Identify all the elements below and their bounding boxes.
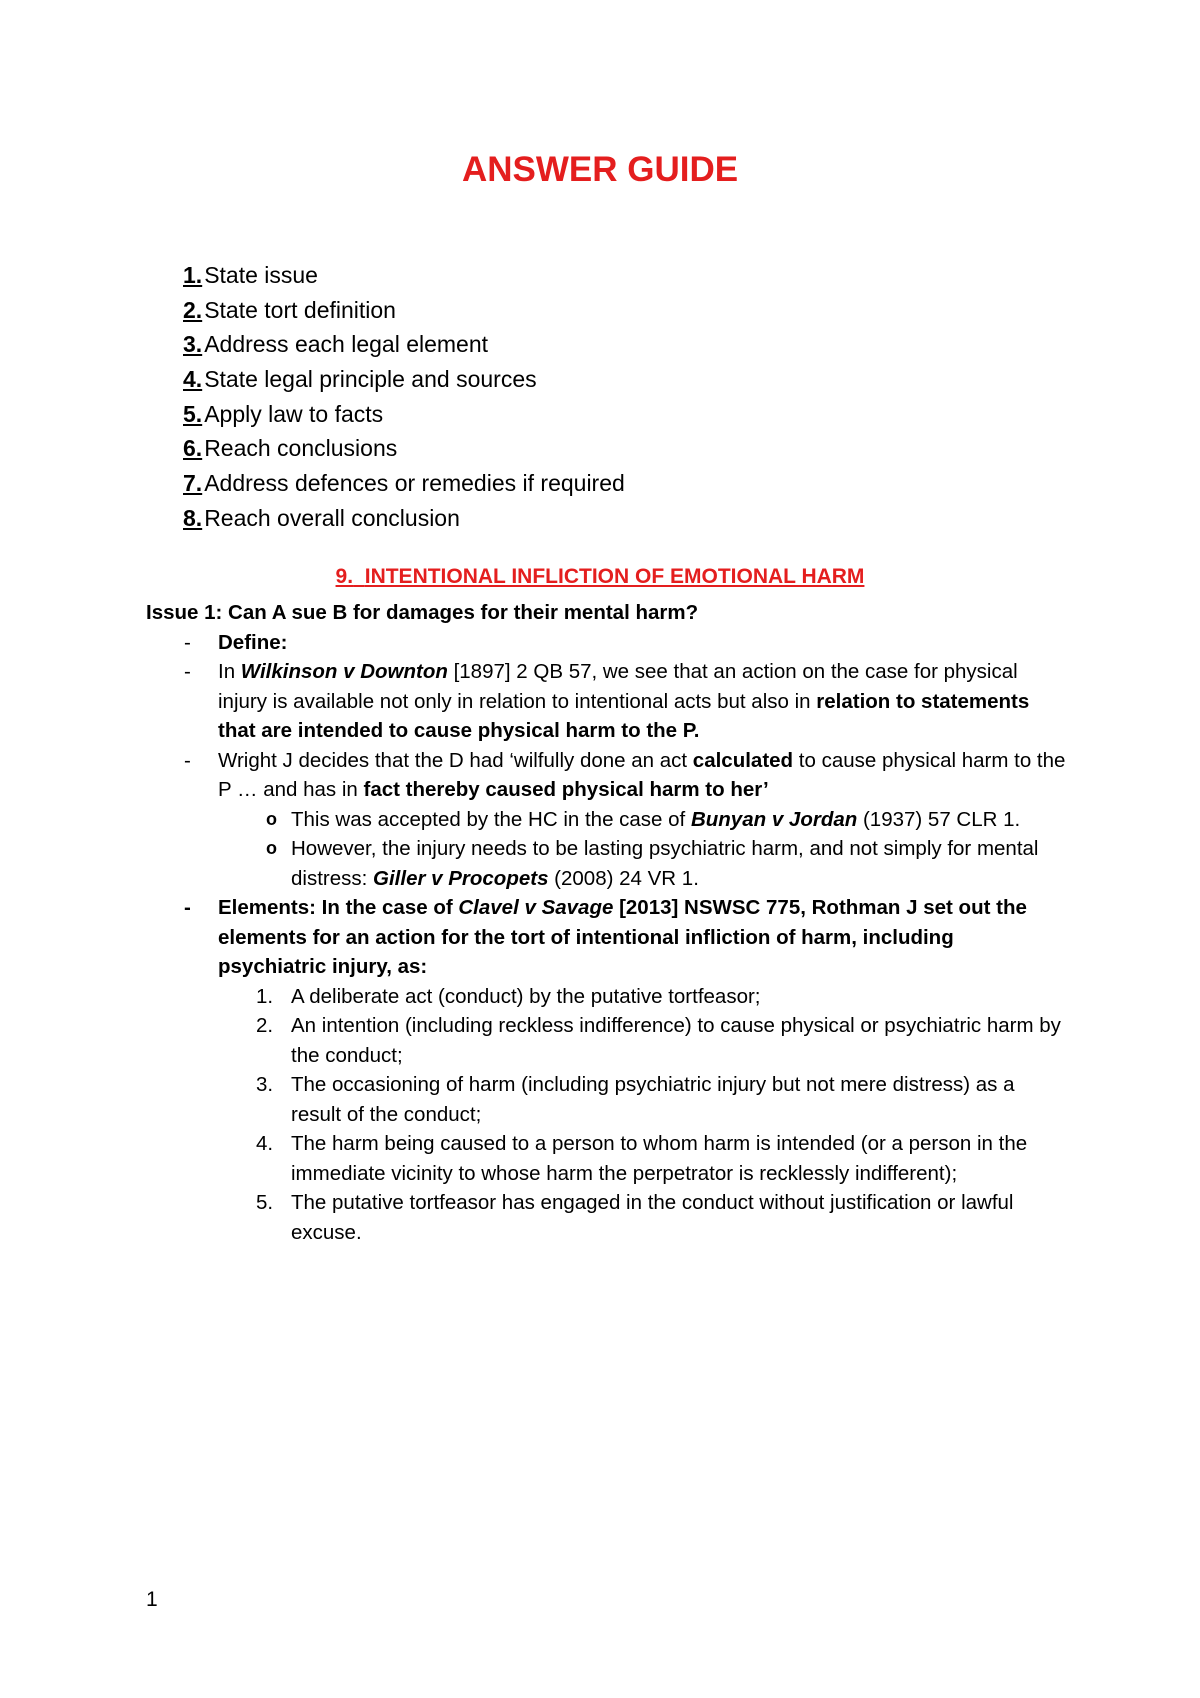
issue-statement: Issue 1: Can A sue B for damages for their mental harm? — [146, 601, 699, 624]
page-title: ANSWER GUIDE — [461, 150, 739, 189]
element-item: 5. The putative tortfeasor has engaged in the conduct without justification or lawful excuse. — [256, 1191, 1014, 1244]
list-item: 3.Address each legal element — [183, 331, 489, 358]
section-heading: 9. INTENTIONAL INFLICTION OF EMOTIONAL HARM — [335, 565, 865, 588]
list-item: 5.Apply law to facts — [183, 400, 384, 427]
element-item: 2. An intention (including reckless indifference) to cause physical or psychiatric harm by the conduct; — [256, 1014, 1061, 1067]
case-citation: Wilkinson v Downton — [240, 660, 448, 683]
list-item: 8.Reach overall conclusion — [183, 504, 460, 531]
element-item: 3. The occasioning of harm (including psychiatric injury but not mere distress) as a result of the conduct; — [256, 1073, 1015, 1126]
element-item: 4. The harm being caused to a person to whom harm is intended (or a person in the immediate vicinity to whose harm the perpetrator is recklessly indifferent); — [256, 1132, 1028, 1185]
case-citation: Clavel v Savage — [458, 896, 614, 919]
list-item: 7.Address defences or remedies if required — [183, 470, 625, 497]
page-number: 1 — [146, 1588, 158, 1611]
wilkinson-item: - In Wilkinson v Downton [1897] 2 QB 57, we see that an action on the case for physical injury is available not only in relation to intentional acts but also in relation to statements that are intended to cause physical harm to the P. — [184, 660, 1030, 742]
list-item: 1.State issue — [183, 262, 318, 288]
case-citation: Bunyan v Jordan — [690, 807, 858, 831]
list-item: 4.State legal principle and sources — [183, 366, 537, 393]
bunyan-subitem: o This was accepted by the HC in the case of Bunyan v Jordan (1937) 57 CLR 1. — [266, 807, 1021, 831]
list-item: 6.Reach conclusions — [183, 435, 398, 462]
giller-subitem: o However, the injury needs to be lasting psychiatric harm, and not simply for mental distress: Giller v Procopets (2008) 24 VR 1. — [266, 837, 1039, 890]
wright-j-item: - Wright J decides that the D had ‘wilfully done an act calculated to cause physical harm to the P … and has in fact thereby caused physical harm to her’ — [184, 748, 1066, 801]
define-item: - Define: — [184, 630, 288, 654]
element-item: 1. A deliberate act (conduct) by the putative tortfeasor; — [256, 984, 761, 1008]
answer-steps-list — [183, 258, 625, 536]
elements-item: - Elements: In the case of Clavel v Savage [2013] NSWSC 775, Rothman J set out the elements for an action for the tort of intentional infliction of harm, including psychiatric injury, as: — [184, 896, 1027, 978]
section-body — [146, 598, 1066, 1247]
list-item: 2.State tort definition — [183, 296, 396, 323]
case-citation: Giller v Procopets — [373, 866, 549, 890]
